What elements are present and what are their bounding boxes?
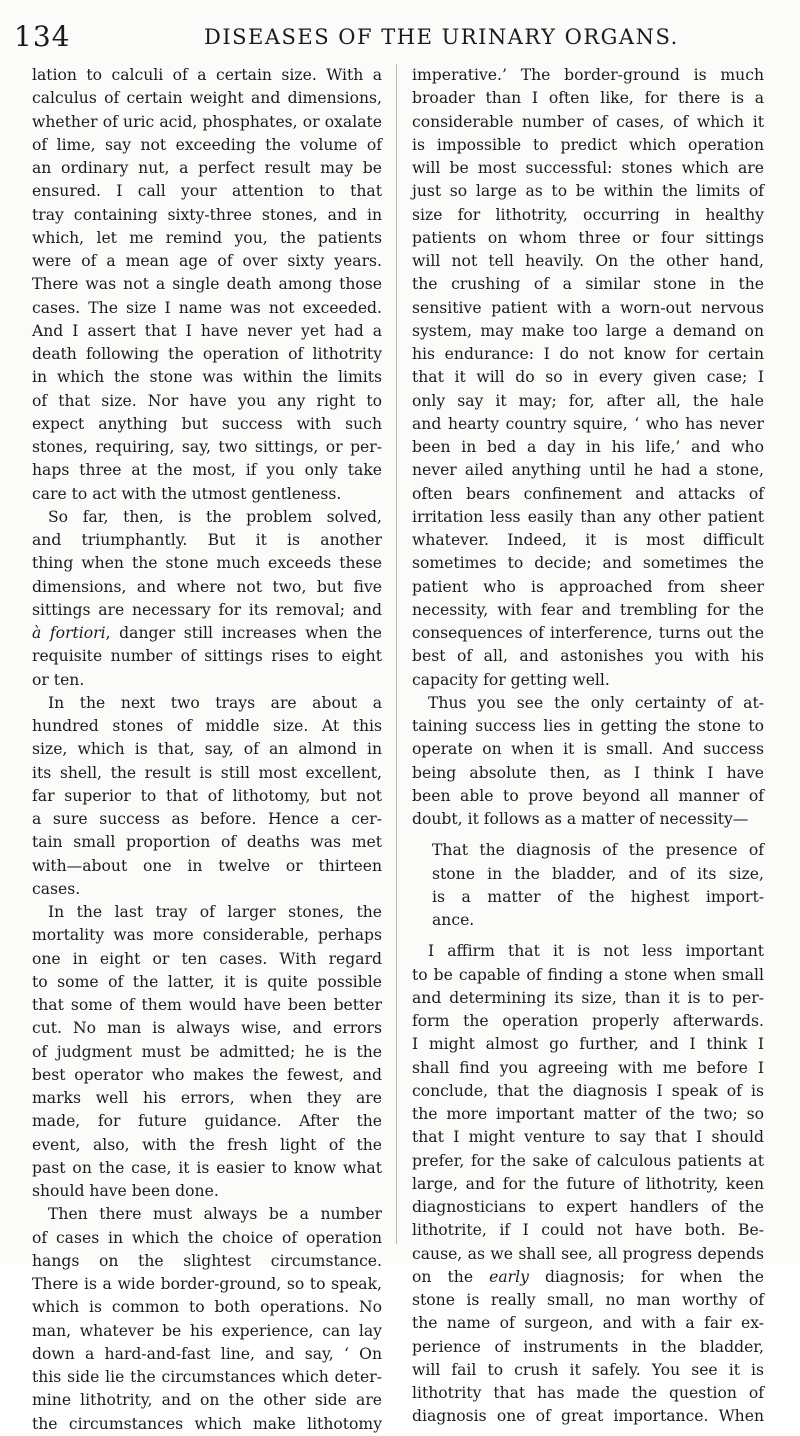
- text-line: dimensions, and where not two, but five: [32, 577, 382, 596]
- text-line: been in bed a day in his life,’ and who: [412, 438, 764, 456]
- text-line: a sure success as before. Hence a cer-: [32, 810, 382, 828]
- text-line: is impossible to predict which operation: [412, 135, 764, 154]
- text-line: mortality was more considerable, perhaps: [32, 926, 382, 945]
- text-line: In the last tray of larger stones, the: [48, 903, 382, 921]
- text-line: its shell, the result is still most excellent,: [32, 763, 382, 782]
- text-line: only say it may; for, after all, the hale: [412, 391, 764, 410]
- text-line: consequences of interference, turns out the: [412, 624, 764, 642]
- text-line: stone is really small, no man worthy of: [412, 1291, 764, 1309]
- text-line: hangs on the slightest circumstance.: [32, 1251, 382, 1270]
- text-line: lation to calculi of a certain size. With a: [32, 66, 382, 84]
- text-line: marks well his errors, when they are: [32, 1089, 382, 1107]
- text-line: imperative.’ The border-ground is much: [412, 66, 764, 84]
- text-line: sittings are necessary for its removal; and: [32, 600, 382, 619]
- text-line: sensitive patient with a worn-out nervous: [412, 298, 764, 317]
- text-line: size, which is that, say, of an almond in: [32, 740, 382, 759]
- text-line: operate on when it is small. And success: [412, 740, 764, 759]
- text-line: will be most successful: stones which are: [412, 159, 764, 177]
- text-line: I might almost go further, and I think I: [412, 1035, 764, 1054]
- text-line: whether of uric acid, phosphates, or oxalate: [32, 112, 382, 131]
- text-line: There was not a single death among those: [32, 275, 382, 294]
- text-line: to some of the latter, it is quite possible: [32, 972, 382, 991]
- text-line: shall find you agreeing with me before I: [412, 1058, 764, 1077]
- text-line: lithotrite, if I could not have both. Be-: [412, 1221, 764, 1240]
- text-line: patient who is approached from sheer: [412, 577, 764, 596]
- text-line: the crushing of a similar stone in the: [412, 275, 764, 294]
- text-line: That the diagnosis of the presence of: [432, 841, 764, 860]
- text-line: one in eight or ten cases. With regard: [32, 949, 382, 968]
- text-line: of that size. Nor have you any right to: [32, 391, 382, 410]
- text-line: and hearty country squire, ‘ who has never: [412, 414, 764, 433]
- text-line: is a matter of the highest import-: [432, 887, 764, 906]
- text-line: system, may make too large a demand on: [412, 321, 764, 340]
- text-line: were of a mean age of over sixty years.: [32, 252, 382, 270]
- text-line: perience of instruments in the bladder,: [412, 1337, 764, 1356]
- text-line: stones, requiring, say, two sittings, or per-: [32, 438, 382, 456]
- text-line: an ordinary nut, a perfect result may be: [32, 159, 382, 177]
- text-line: event, also, with the fresh light of the: [32, 1135, 382, 1154]
- text-line: Then there must always be a number: [48, 1205, 382, 1224]
- right-column: [412, 64, 764, 1429]
- text-line: cut. No man is always wise, and errors: [32, 1019, 382, 1038]
- running-title: DISEASES OF THE URINARY ORGANS.: [204, 25, 679, 49]
- text-line: prefer, for the sake of calculous patients at: [412, 1151, 764, 1170]
- text-line: haps three at the most, if you only take: [32, 461, 382, 480]
- text-line: In the next two trays are about a: [48, 693, 382, 712]
- block-quote: [412, 839, 764, 932]
- text-line: ance.: [432, 911, 475, 929]
- text-line: of judgment must be admitted; he is the: [32, 1042, 382, 1061]
- text-line: best of all, and astonishes you with his: [412, 647, 764, 666]
- text-line: broader than I often like, for there is a: [412, 89, 764, 108]
- text-line: cases. The size I name was not exceeded.: [32, 298, 382, 317]
- text-line: tain small proportion of deaths was met: [32, 833, 382, 852]
- left-column: [32, 64, 382, 1436]
- text-line: of cases in which the choice of operation: [32, 1228, 382, 1247]
- text-line: will fail to crush it safely. You see it is: [412, 1360, 764, 1379]
- text-line: should have been done.: [32, 1182, 219, 1200]
- text-line: requisite number of sittings rises to eight: [32, 647, 382, 666]
- text-line: best operator who makes the fewest, and: [32, 1065, 382, 1084]
- text-line: his endurance: I do not know for certain: [412, 345, 764, 363]
- text-line: or ten.: [32, 670, 85, 689]
- text-line: hundred stones of middle size. At this: [32, 717, 382, 735]
- text-line: diagnosis one of great importance. When: [412, 1407, 764, 1426]
- text-line: tray containing sixty-three stones, and in: [32, 205, 382, 224]
- text-line: expect anything but success with such: [32, 414, 382, 433]
- text-line: the circumstances which make lithotomy: [32, 1414, 382, 1433]
- text-line: far superior to that of lithotomy, but not: [32, 786, 382, 805]
- text-line: thing when the stone much exceeds these: [32, 554, 382, 573]
- column-divider: [396, 64, 397, 1244]
- text-line: man, whatever be his experience, can lay: [32, 1321, 382, 1340]
- paragraph-gap: [412, 932, 764, 940]
- text-line: the name of surgeon, and with a fair ex-: [412, 1314, 764, 1333]
- text-line: made, for future guidance. After the: [32, 1112, 382, 1131]
- text-line: just so large as to be within the limits of: [412, 182, 764, 201]
- text-line: calculus of certain weight and dimensions,: [32, 89, 382, 108]
- text-line: sometimes to decide; and sometimes the: [412, 554, 764, 573]
- page-header: [14, 20, 790, 60]
- text-line: necessity, with fear and trembling for the: [412, 600, 764, 619]
- text-line: of lime, say not exceeding the volume of: [32, 135, 382, 154]
- text-line: past on the case, it is easier to know what: [32, 1158, 382, 1177]
- text-line: ensured. I call your attention to that: [32, 182, 382, 201]
- text-line: down a hard-and-fast line, and say, ‘ On: [32, 1344, 382, 1363]
- text-line: large, and for the future of lithotrity, keen: [412, 1174, 764, 1193]
- text-line: capacity for getting well.: [412, 670, 610, 689]
- text-line: lithotrity that has made the question of: [412, 1384, 764, 1402]
- text-line: on the early diagnosis; for when the: [412, 1267, 764, 1286]
- text-line: whatever. Indeed, it is most difficult: [412, 531, 764, 549]
- text-line: à fortiori, danger still increases when the: [32, 624, 382, 642]
- text-line: considerable number of cases, of which it: [412, 112, 764, 131]
- text-line: doubt, it follows as a matter of necessity—: [412, 810, 749, 828]
- text-line: And I assert that I have never yet had a: [32, 321, 382, 340]
- text-line: So far, then, is the problem solved,: [48, 507, 382, 526]
- text-line: being absolute then, as I think I have: [412, 763, 764, 782]
- text-line: size for lithotrity, occurring in healthy: [412, 205, 764, 224]
- text-line: in which the stone was within the limits: [32, 368, 382, 387]
- text-line: mine lithotrity, and on the other side are: [32, 1391, 382, 1410]
- text-line: been able to prove beyond all manner of: [412, 786, 764, 805]
- text-line: taining success lies in getting the stone to: [412, 717, 764, 735]
- text-line: death following the operation of lithotrity: [32, 345, 382, 363]
- text-line: that I might venture to say that I should: [412, 1128, 764, 1147]
- text-line: and triumphantly. But it is another: [32, 531, 382, 549]
- text-line: that some of them would have been better: [32, 996, 382, 1014]
- text-line: often bears confinement and attacks of: [412, 484, 764, 503]
- text-line: I affirm that it is not less important: [428, 942, 764, 961]
- text-line: diagnosticians to expert handlers of the: [412, 1198, 764, 1216]
- text-line: which, let me remind you, the patients: [32, 228, 382, 247]
- page-number: 134: [14, 20, 71, 53]
- text-line: care to act with the utmost gentleness.: [32, 484, 342, 503]
- text-line: will not tell heavily. On the other hand,: [412, 252, 764, 270]
- text-line: stone in the bladder, and of its size,: [432, 864, 764, 883]
- text-line: irritation less easily than any other patient: [412, 507, 764, 526]
- text-line: cases.: [32, 879, 81, 898]
- text-line: Thus you see the only certainty of at-: [428, 693, 764, 712]
- text-line: the more important matter of the two; so: [412, 1105, 764, 1123]
- text-line: that it will do so in every given case; I: [412, 368, 764, 387]
- text-line: cause, as we shall see, all progress depends: [412, 1244, 764, 1263]
- text-line: conclude, that the diagnosis I speak of is: [412, 1081, 764, 1100]
- text-line: There is a wide border-ground, so to speak,: [32, 1275, 382, 1293]
- text-line: to be capable of finding a stone when small: [412, 965, 764, 984]
- text-line: and determining its size, than it is to per-: [412, 988, 764, 1007]
- text-line: this side lie the circumstances which deter-: [32, 1368, 382, 1386]
- text-line: patients on whom three or four sittings: [412, 228, 764, 247]
- text-line: form the operation properly afterwards.: [412, 1012, 764, 1030]
- text-line: never ailed anything until he had a stone,: [412, 461, 764, 480]
- text-line: with—about one in twelve or thirteen: [32, 856, 382, 875]
- paragraph-gap: [412, 831, 764, 839]
- text-line: which is common to both operations. No: [32, 1298, 382, 1317]
